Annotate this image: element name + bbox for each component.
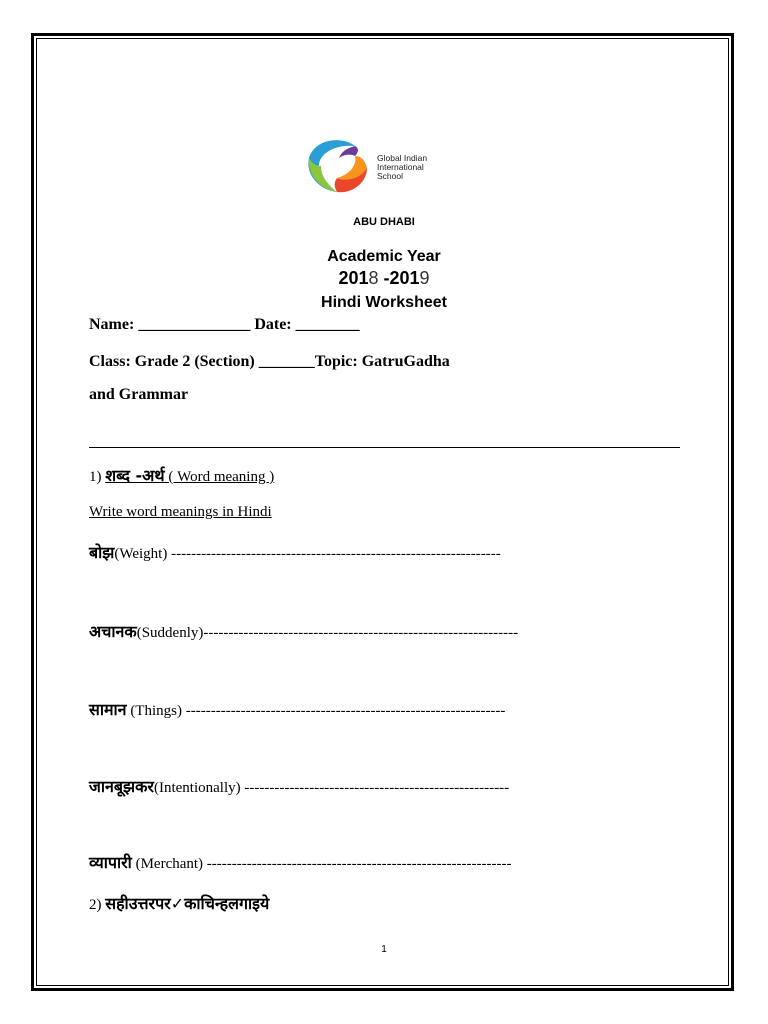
word-hindi-1: बोझ	[89, 543, 115, 562]
year-end-prefix: 201	[389, 268, 420, 288]
section-2-number: 2)	[89, 897, 102, 913]
section-1-title-english: ( Word meaning )	[164, 469, 275, 485]
section-1-heading	[89, 464, 274, 486]
section-2-title-hindi: सहीउत्तरपर✓काचिन्हलगाइये	[105, 894, 270, 913]
word-english-1: (Weight)	[114, 546, 172, 562]
logo-text-line-1: Global Indian	[377, 153, 428, 163]
academic-year-range	[0, 268, 768, 289]
word-hindi-5: व्यापारी	[89, 853, 132, 872]
divider	[89, 447, 680, 448]
word-english-5: (Merchant)	[131, 856, 207, 872]
word-row-1	[89, 541, 501, 563]
class-topic-line: Class: Grade 2 (Section) _______Topic: GatruGadha	[89, 353, 450, 370]
word-hindi-2: अचानक	[89, 622, 137, 641]
word-english-3: (Things)	[126, 703, 186, 719]
word-answer-line-2: ---------------------------------------------------------------	[203, 625, 519, 641]
word-row-4	[89, 775, 509, 797]
name-date-line: Name: ______________ Date: ________	[89, 316, 360, 333]
word-answer-line-5: -------------------------------------------------------------	[206, 856, 512, 872]
worksheet-title: Hindi Worksheet	[321, 294, 447, 311]
word-row-2	[89, 620, 518, 642]
logo-text-line-3: School	[377, 171, 403, 181]
word-english-4: (Intentionally)	[153, 780, 245, 796]
word-english-2: (Suddenly)	[136, 625, 204, 641]
word-hindi-3: सामान	[89, 700, 127, 719]
logo-swirl-icon	[303, 136, 373, 196]
year-start-prefix: 201	[338, 268, 369, 288]
word-answer-line-4: -----------------------------------------------------	[244, 780, 510, 796]
class-topic-line-cont: and Grammar	[89, 386, 189, 403]
year-separator: -	[378, 268, 390, 288]
academic-year-label: Academic Year	[327, 248, 441, 265]
section-1-title	[105, 466, 275, 485]
year-start-digit: 8	[368, 268, 379, 288]
logo-text-line-2: International	[377, 162, 424, 172]
word-answer-line-1: ------------------------------------------------------------------	[171, 546, 501, 562]
section-2-heading	[89, 892, 269, 914]
word-row-3	[89, 698, 505, 720]
section-1-instruction: Write word meanings in Hindi	[89, 504, 272, 520]
location-label: ABU DHABI	[353, 216, 415, 228]
word-row-5	[89, 851, 512, 873]
section-1-number: 1)	[89, 469, 102, 485]
page-number: 1	[381, 944, 387, 955]
word-answer-line-3: ----------------------------------------------------------------	[185, 703, 506, 719]
school-logo	[303, 136, 453, 196]
section-1-title-hindi: शब्द -अर्थ	[105, 466, 165, 485]
word-hindi-4: जानबूझकर	[89, 777, 154, 796]
year-end-digit: 9	[419, 268, 430, 288]
